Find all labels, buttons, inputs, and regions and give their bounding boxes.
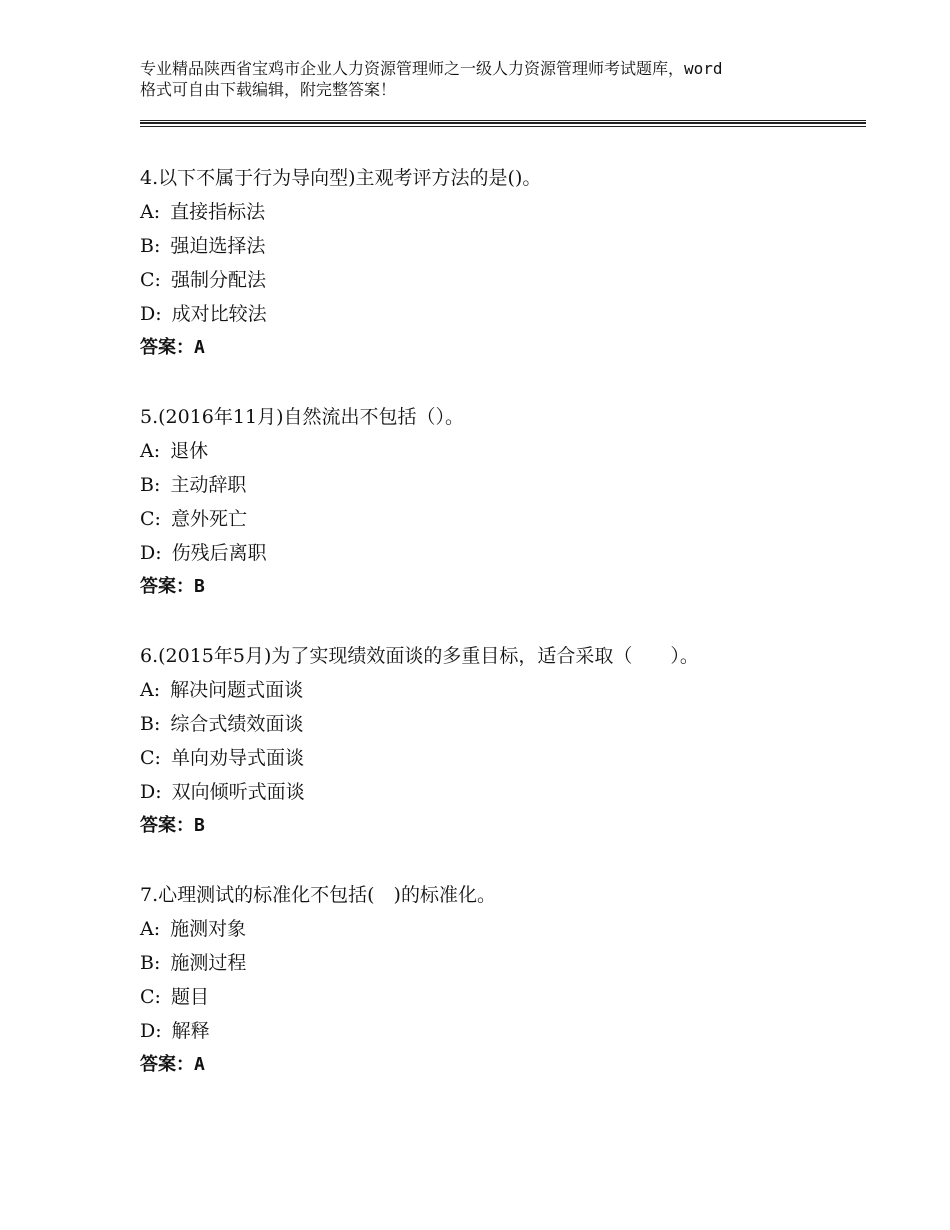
option-letter: C: bbox=[140, 986, 161, 1008]
option-letter: A: bbox=[140, 679, 161, 701]
option-letter: B: bbox=[140, 952, 161, 974]
option-b bbox=[140, 229, 860, 263]
header-divider-bottom bbox=[140, 126, 866, 127]
option-text: 施测过程 bbox=[170, 952, 247, 974]
option-a bbox=[140, 195, 860, 229]
header-line-1: 专业精品陕西省宝鸡市企业人力资源管理师之一级人力资源管理师考试题库，word bbox=[140, 59, 723, 78]
answer-line: 答案：B bbox=[140, 576, 205, 597]
option-letter: B: bbox=[140, 474, 161, 496]
header-divider-top bbox=[140, 120, 866, 121]
header-divider-middle bbox=[140, 122, 866, 124]
option-letter: C: bbox=[140, 508, 161, 530]
option-b bbox=[140, 707, 860, 741]
option-letter: A: bbox=[140, 201, 161, 223]
option-text: 主动辞职 bbox=[170, 474, 247, 496]
question-stem: 7.心理测试的标准化不包括( )的标准化。 bbox=[140, 884, 496, 906]
option-text: 题目 bbox=[170, 986, 209, 1008]
option-d bbox=[140, 775, 860, 809]
option-text: 直接指标法 bbox=[170, 201, 266, 223]
header-line-2: 格式可自由下载编辑，附完整答案！ bbox=[140, 80, 397, 99]
option-d bbox=[140, 297, 860, 331]
option-text: 解决问题式面谈 bbox=[170, 679, 304, 701]
option-a bbox=[140, 434, 860, 468]
option-letter: D: bbox=[140, 303, 162, 325]
option-letter: D: bbox=[140, 781, 162, 803]
question-stem: 6.(2015年5月)为了实现绩效面谈的多重目标，适合采取（ ）。 bbox=[140, 645, 699, 667]
option-text: 强迫选择法 bbox=[170, 235, 266, 257]
question-block bbox=[140, 878, 860, 1082]
question-stem: 5.(2016年11月)自然流出不包括（）。 bbox=[140, 406, 464, 428]
option-c bbox=[140, 980, 860, 1014]
option-d bbox=[140, 536, 860, 570]
option-letter: B: bbox=[140, 235, 161, 257]
option-a bbox=[140, 673, 860, 707]
option-text: 解释 bbox=[171, 1020, 210, 1042]
document-header bbox=[140, 58, 840, 100]
question-block bbox=[140, 400, 860, 604]
question-block bbox=[140, 639, 860, 843]
option-text: 退休 bbox=[170, 440, 209, 462]
option-b bbox=[140, 468, 860, 502]
option-d bbox=[140, 1014, 860, 1048]
option-text: 成对比较法 bbox=[171, 303, 267, 325]
option-b bbox=[140, 946, 860, 980]
question-block bbox=[140, 161, 860, 365]
option-letter: A: bbox=[140, 918, 161, 940]
option-c bbox=[140, 502, 860, 536]
option-c bbox=[140, 263, 860, 297]
answer-line: 答案：A bbox=[140, 337, 205, 358]
option-letter: D: bbox=[140, 542, 162, 564]
option-c bbox=[140, 741, 860, 775]
option-letter: B: bbox=[140, 713, 161, 735]
answer-line: 答案：A bbox=[140, 1054, 205, 1075]
answer-line: 答案：B bbox=[140, 815, 205, 836]
option-text: 单向劝导式面谈 bbox=[170, 747, 304, 769]
option-letter: C: bbox=[140, 269, 161, 291]
option-text: 双向倾听式面谈 bbox=[171, 781, 305, 803]
question-stem: 4.以下不属于行为导向型)主观考评方法的是()。 bbox=[140, 167, 542, 189]
option-a bbox=[140, 912, 860, 946]
option-letter: D: bbox=[140, 1020, 162, 1042]
option-text: 综合式绩效面谈 bbox=[170, 713, 304, 735]
option-text: 意外死亡 bbox=[170, 508, 247, 530]
option-text: 伤残后离职 bbox=[171, 542, 267, 564]
option-text: 强制分配法 bbox=[170, 269, 266, 291]
option-text: 施测对象 bbox=[170, 918, 247, 940]
option-letter: A: bbox=[140, 440, 161, 462]
option-letter: C: bbox=[140, 747, 161, 769]
